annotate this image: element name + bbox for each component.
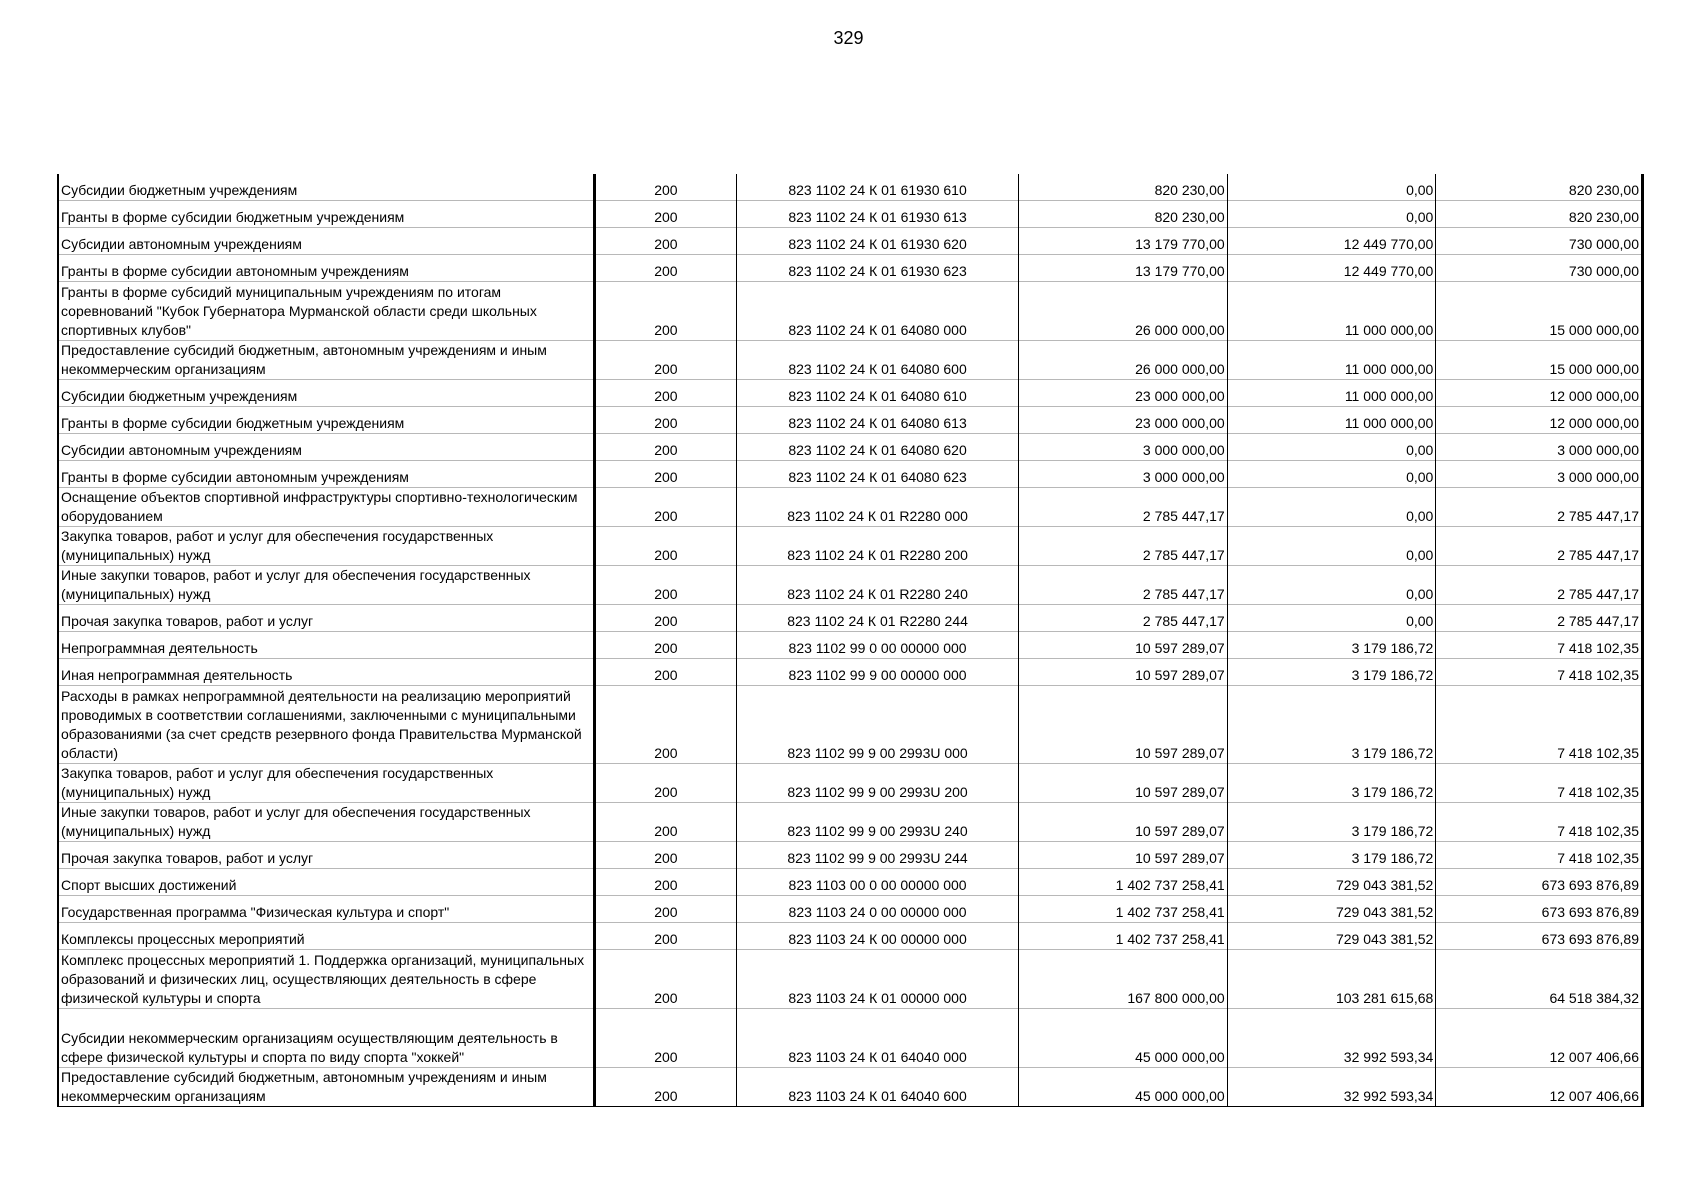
row-amount-total-cell: 2 785 447,17 xyxy=(1019,527,1228,566)
row-amount-second-cell: 3 179 186,72 xyxy=(1227,764,1436,803)
table-row xyxy=(58,1009,1643,1068)
table-row xyxy=(58,527,1643,566)
table-row xyxy=(58,923,1643,950)
row-amount-total-cell: 820 230,00 xyxy=(1019,201,1228,228)
row-amount-total-cell: 2 785 447,17 xyxy=(1019,605,1228,632)
page-number: 329 xyxy=(833,28,864,48)
row-amount-second-cell: 11 000 000,00 xyxy=(1227,407,1436,434)
row-code-cell: 200 xyxy=(594,1009,736,1068)
row-amount-third-cell: 64 518 384,32 xyxy=(1436,950,1643,1009)
table-row xyxy=(58,174,1643,201)
row-amount-second-cell: 0,00 xyxy=(1227,488,1436,527)
row-amount-total-cell: 1 402 737 258,41 xyxy=(1019,923,1228,950)
row-amount-third-cell: 7 418 102,35 xyxy=(1436,632,1643,659)
row-amount-total-cell: 2 785 447,17 xyxy=(1019,566,1228,605)
row-code-cell: 200 xyxy=(594,407,736,434)
row-name-cell: Комплекс процессных мероприятий 1. Поддержка организаций, муниципальных образований и физических лиц, осуществляющих деятельность в сфере физической культуры и спорта xyxy=(58,950,594,1009)
row-code-cell: 200 xyxy=(594,659,736,686)
table-row xyxy=(58,686,1643,764)
row-code-cell: 200 xyxy=(594,764,736,803)
row-classification-code-cell: 823 1102 99 0 00 00000 000 xyxy=(737,632,1019,659)
row-amount-third-cell: 2 785 447,17 xyxy=(1436,488,1643,527)
row-classification-code-cell: 823 1103 24 К 01 64040 000 xyxy=(737,1009,1019,1068)
row-amount-total-cell: 2 785 447,17 xyxy=(1019,488,1228,527)
row-name-cell: Предоставление субсидий бюджетным, автономным учреждениям и иным некоммерческим организациям xyxy=(58,341,594,380)
table-row xyxy=(58,842,1643,869)
row-classification-code-cell: 823 1103 24 К 01 64040 600 xyxy=(737,1068,1019,1107)
row-amount-third-cell: 7 418 102,35 xyxy=(1436,659,1643,686)
table-row xyxy=(58,566,1643,605)
row-amount-third-cell: 730 000,00 xyxy=(1436,255,1643,282)
row-amount-second-cell: 729 043 381,52 xyxy=(1227,869,1436,896)
table-row xyxy=(58,201,1643,228)
row-amount-third-cell: 820 230,00 xyxy=(1436,201,1643,228)
table-row xyxy=(58,461,1643,488)
row-classification-code-cell: 823 1102 24 К 01 R2280 000 xyxy=(737,488,1019,527)
row-name-cell: Субсидии бюджетным учреждениям xyxy=(58,174,594,201)
row-code-cell: 200 xyxy=(594,461,736,488)
row-amount-second-cell: 11 000 000,00 xyxy=(1227,282,1436,341)
row-code-cell: 200 xyxy=(594,686,736,764)
row-name-cell: Иная непрограммная деятельность xyxy=(58,659,594,686)
row-amount-total-cell: 1 402 737 258,41 xyxy=(1019,896,1228,923)
row-amount-total-cell: 45 000 000,00 xyxy=(1019,1068,1228,1107)
row-amount-third-cell: 7 418 102,35 xyxy=(1436,764,1643,803)
row-amount-total-cell: 10 597 289,07 xyxy=(1019,632,1228,659)
table-row xyxy=(58,434,1643,461)
row-amount-total-cell: 1 402 737 258,41 xyxy=(1019,869,1228,896)
row-amount-third-cell: 12 007 406,66 xyxy=(1436,1068,1643,1107)
row-amount-third-cell: 820 230,00 xyxy=(1436,174,1643,201)
row-classification-code-cell: 823 1102 99 9 00 2993U 240 xyxy=(737,803,1019,842)
row-code-cell: 200 xyxy=(594,1068,736,1107)
row-amount-total-cell: 45 000 000,00 xyxy=(1019,1009,1228,1068)
row-amount-second-cell: 0,00 xyxy=(1227,527,1436,566)
row-amount-second-cell: 32 992 593,34 xyxy=(1227,1068,1436,1107)
row-amount-second-cell: 0,00 xyxy=(1227,434,1436,461)
row-name-cell: Прочая закупка товаров, работ и услуг xyxy=(58,605,594,632)
row-amount-second-cell: 0,00 xyxy=(1227,605,1436,632)
row-classification-code-cell: 823 1102 99 9 00 2993U 244 xyxy=(737,842,1019,869)
row-classification-code-cell: 823 1103 24 0 00 00000 000 xyxy=(737,896,1019,923)
table-row xyxy=(58,407,1643,434)
row-amount-third-cell: 2 785 447,17 xyxy=(1436,527,1643,566)
row-amount-total-cell: 26 000 000,00 xyxy=(1019,282,1228,341)
row-name-cell: Закупка товаров, работ и услуг для обеспечения государственных (муниципальных) нужд xyxy=(58,764,594,803)
row-code-cell: 200 xyxy=(594,896,736,923)
row-amount-third-cell: 673 693 876,89 xyxy=(1436,869,1643,896)
row-name-cell: Комплексы процессных мероприятий xyxy=(58,923,594,950)
row-amount-total-cell: 13 179 770,00 xyxy=(1019,255,1228,282)
row-amount-third-cell: 673 693 876,89 xyxy=(1436,896,1643,923)
row-name-cell: Субсидии бюджетным учреждениям xyxy=(58,380,594,407)
row-name-cell: Расходы в рамках непрограммной деятельности на реализацию мероприятий проводимых в соответствии соглашениями, заключенными с муниципальными образованиями (за счет средств резервного фонда Правительства Мурманской области) xyxy=(58,686,594,764)
row-classification-code-cell: 823 1102 24 К 01 61930 610 xyxy=(737,174,1019,201)
row-amount-second-cell: 11 000 000,00 xyxy=(1227,380,1436,407)
row-name-cell: Непрограммная деятельность xyxy=(58,632,594,659)
row-name-cell: Гранты в форме субсидии бюджетным учреждениям xyxy=(58,407,594,434)
row-amount-total-cell: 10 597 289,07 xyxy=(1019,764,1228,803)
row-amount-second-cell: 11 000 000,00 xyxy=(1227,341,1436,380)
row-classification-code-cell: 823 1102 24 К 01 61930 620 xyxy=(737,228,1019,255)
table-row xyxy=(58,764,1643,803)
row-code-cell: 200 xyxy=(594,950,736,1009)
row-name-cell: Гранты в форме субсидии бюджетным учреждениям xyxy=(58,201,594,228)
row-name-cell: Государственная программа "Физическая культура и спорт" xyxy=(58,896,594,923)
row-name-cell: Иные закупки товаров, работ и услуг для обеспечения государственных (муниципальных) нужд xyxy=(58,803,594,842)
row-name-cell: Спорт высших достижений xyxy=(58,869,594,896)
table-row xyxy=(58,341,1643,380)
row-amount-third-cell: 673 693 876,89 xyxy=(1436,923,1643,950)
row-amount-total-cell: 10 597 289,07 xyxy=(1019,803,1228,842)
row-code-cell: 200 xyxy=(594,605,736,632)
budget-table xyxy=(57,174,1644,1107)
row-amount-total-cell: 10 597 289,07 xyxy=(1019,686,1228,764)
row-classification-code-cell: 823 1102 24 К 01 64080 623 xyxy=(737,461,1019,488)
row-amount-second-cell: 0,00 xyxy=(1227,174,1436,201)
row-amount-third-cell: 7 418 102,35 xyxy=(1436,803,1643,842)
row-name-cell: Гранты в форме субсидии автономным учреждениям xyxy=(58,461,594,488)
row-name-cell: Иные закупки товаров, работ и услуг для обеспечения государственных (муниципальных) нужд xyxy=(58,566,594,605)
row-amount-third-cell: 12 000 000,00 xyxy=(1436,407,1643,434)
row-classification-code-cell: 823 1102 99 9 00 2993U 000 xyxy=(737,686,1019,764)
row-amount-second-cell: 103 281 615,68 xyxy=(1227,950,1436,1009)
table-row xyxy=(58,488,1643,527)
row-code-cell: 200 xyxy=(594,527,736,566)
table-row xyxy=(58,632,1643,659)
row-amount-third-cell: 730 000,00 xyxy=(1436,228,1643,255)
row-amount-third-cell: 12 000 000,00 xyxy=(1436,380,1643,407)
row-classification-code-cell: 823 1102 24 К 01 R2280 244 xyxy=(737,605,1019,632)
row-code-cell: 200 xyxy=(594,201,736,228)
row-amount-total-cell: 820 230,00 xyxy=(1019,174,1228,201)
row-classification-code-cell: 823 1102 24 К 01 R2280 240 xyxy=(737,566,1019,605)
row-name-cell: Гранты в форме субсидии автономным учреждениям xyxy=(58,255,594,282)
table-row xyxy=(58,803,1643,842)
row-amount-second-cell: 729 043 381,52 xyxy=(1227,923,1436,950)
row-amount-third-cell: 3 000 000,00 xyxy=(1436,434,1643,461)
row-amount-second-cell: 3 179 186,72 xyxy=(1227,659,1436,686)
row-amount-third-cell: 3 000 000,00 xyxy=(1436,461,1643,488)
row-classification-code-cell: 823 1103 00 0 00 00000 000 xyxy=(737,869,1019,896)
row-amount-second-cell: 3 179 186,72 xyxy=(1227,803,1436,842)
row-amount-second-cell: 3 179 186,72 xyxy=(1227,842,1436,869)
row-amount-third-cell: 2 785 447,17 xyxy=(1436,605,1643,632)
row-name-cell: Закупка товаров, работ и услуг для обеспечения государственных (муниципальных) нужд xyxy=(58,527,594,566)
row-code-cell: 200 xyxy=(594,923,736,950)
row-classification-code-cell: 823 1103 24 К 00 00000 000 xyxy=(737,923,1019,950)
row-classification-code-cell: 823 1102 24 К 01 61930 623 xyxy=(737,255,1019,282)
row-amount-third-cell: 15 000 000,00 xyxy=(1436,282,1643,341)
row-amount-second-cell: 729 043 381,52 xyxy=(1227,896,1436,923)
row-code-cell: 200 xyxy=(594,842,736,869)
row-amount-second-cell: 12 449 770,00 xyxy=(1227,255,1436,282)
row-amount-third-cell: 7 418 102,35 xyxy=(1436,686,1643,764)
row-code-cell: 200 xyxy=(594,380,736,407)
row-code-cell: 200 xyxy=(594,174,736,201)
row-amount-total-cell: 3 000 000,00 xyxy=(1019,434,1228,461)
row-amount-total-cell: 23 000 000,00 xyxy=(1019,407,1228,434)
row-name-cell: Гранты в форме субсидий муниципальным учреждениям по итогам соревнований "Кубок Губернатора Мурманской области среди школьных спортивных клубов" xyxy=(58,282,594,341)
row-name-cell: Субсидии автономным учреждениям xyxy=(58,434,594,461)
row-name-cell: Субсидии некоммерческим организациям осуществляющим деятельность в сфере физической культуры и спорта по виду спорта "хоккей" xyxy=(58,1009,594,1068)
row-amount-third-cell: 12 007 406,66 xyxy=(1436,1009,1643,1068)
table-row xyxy=(58,659,1643,686)
row-code-cell: 200 xyxy=(594,803,736,842)
row-code-cell: 200 xyxy=(594,869,736,896)
row-name-cell: Предоставление субсидий бюджетным, автономным учреждениям и иным некоммерческим организациям xyxy=(58,1068,594,1107)
table-row xyxy=(58,1068,1643,1107)
row-amount-total-cell: 26 000 000,00 xyxy=(1019,341,1228,380)
row-amount-third-cell: 7 418 102,35 xyxy=(1436,842,1643,869)
row-code-cell: 200 xyxy=(594,228,736,255)
table-row xyxy=(58,282,1643,341)
row-code-cell: 200 xyxy=(594,566,736,605)
row-amount-second-cell: 3 179 186,72 xyxy=(1227,686,1436,764)
row-name-cell: Оснащение объектов спортивной инфраструктуры спортивно-технологическим оборудованием xyxy=(58,488,594,527)
row-amount-total-cell: 167 800 000,00 xyxy=(1019,950,1228,1009)
row-classification-code-cell: 823 1103 24 К 01 00000 000 xyxy=(737,950,1019,1009)
table-row xyxy=(58,950,1643,1009)
table-row xyxy=(58,228,1643,255)
table-row xyxy=(58,255,1643,282)
row-amount-second-cell: 0,00 xyxy=(1227,461,1436,488)
row-classification-code-cell: 823 1102 99 9 00 00000 000 xyxy=(737,659,1019,686)
row-name-cell: Субсидии автономным учреждениям xyxy=(58,228,594,255)
row-classification-code-cell: 823 1102 24 К 01 64080 600 xyxy=(737,341,1019,380)
row-classification-code-cell: 823 1102 24 К 01 64080 620 xyxy=(737,434,1019,461)
row-amount-second-cell: 0,00 xyxy=(1227,566,1436,605)
row-amount-third-cell: 15 000 000,00 xyxy=(1436,341,1643,380)
row-code-cell: 200 xyxy=(594,632,736,659)
row-name-cell: Прочая закупка товаров, работ и услуг xyxy=(58,842,594,869)
row-code-cell: 200 xyxy=(594,282,736,341)
row-amount-second-cell: 12 449 770,00 xyxy=(1227,228,1436,255)
row-amount-total-cell: 3 000 000,00 xyxy=(1019,461,1228,488)
row-amount-total-cell: 10 597 289,07 xyxy=(1019,659,1228,686)
row-amount-second-cell: 32 992 593,34 xyxy=(1227,1009,1436,1068)
row-classification-code-cell: 823 1102 24 К 01 R2280 200 xyxy=(737,527,1019,566)
row-classification-code-cell: 823 1102 24 К 01 61930 613 xyxy=(737,201,1019,228)
row-amount-second-cell: 0,00 xyxy=(1227,201,1436,228)
row-amount-third-cell: 2 785 447,17 xyxy=(1436,566,1643,605)
table-row xyxy=(58,380,1643,407)
row-classification-code-cell: 823 1102 24 К 01 64080 613 xyxy=(737,407,1019,434)
row-code-cell: 200 xyxy=(594,341,736,380)
row-code-cell: 200 xyxy=(594,255,736,282)
row-classification-code-cell: 823 1102 24 К 01 64080 610 xyxy=(737,380,1019,407)
row-amount-second-cell: 3 179 186,72 xyxy=(1227,632,1436,659)
table-row xyxy=(58,605,1643,632)
table-row xyxy=(58,896,1643,923)
row-amount-total-cell: 23 000 000,00 xyxy=(1019,380,1228,407)
row-code-cell: 200 xyxy=(594,488,736,527)
row-amount-total-cell: 13 179 770,00 xyxy=(1019,228,1228,255)
row-amount-total-cell: 10 597 289,07 xyxy=(1019,842,1228,869)
row-classification-code-cell: 823 1102 24 К 01 64080 000 xyxy=(737,282,1019,341)
row-code-cell: 200 xyxy=(594,434,736,461)
row-classification-code-cell: 823 1102 99 9 00 2993U 200 xyxy=(737,764,1019,803)
table-row xyxy=(58,869,1643,896)
